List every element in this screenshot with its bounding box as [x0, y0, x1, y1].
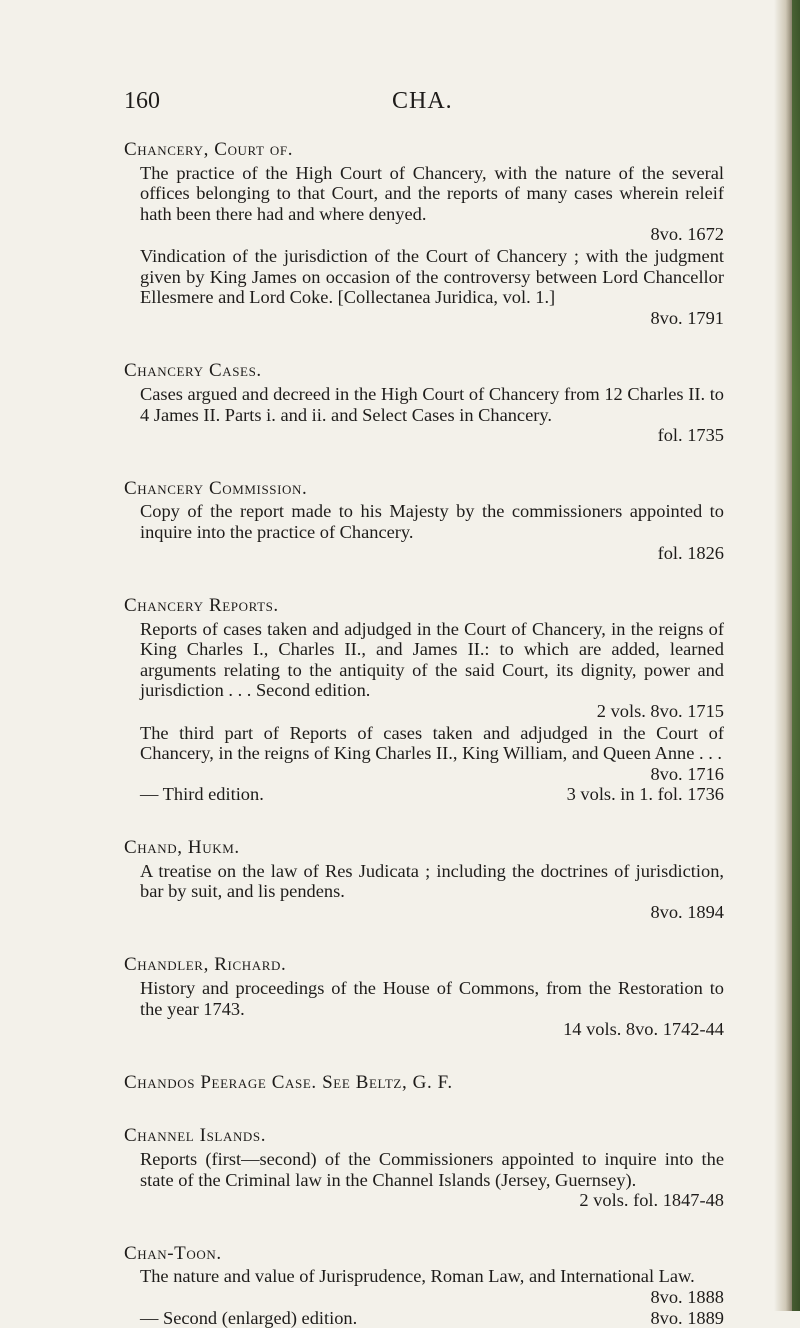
catalogue-entries	[124, 140, 724, 1328]
item-text: Reports (first—second) of the Commissioners appointed to inquire into the state of the Criminal law in the Channel Islands (Jersey, Guernsey).	[140, 1148, 724, 1190]
item-text: The practice of the High Court of Chancery, with the nature of the several offices belonging to that Court, and the reports of many cases wherein releif hath been there had and where denyed.	[140, 162, 724, 224]
entry-item	[124, 1266, 724, 1307]
item-imprint: 8vo. 1888	[650, 1286, 724, 1307]
item-imprint: 2 vols. 8vo. 1715	[596, 701, 724, 722]
item-imprint: fol. 1735	[657, 425, 724, 446]
entry-item	[124, 1149, 724, 1211]
entry-heading: Chancery Commission.	[124, 477, 308, 499]
item-imprint: 8vo. 1716	[650, 763, 724, 784]
catalogue-entry	[124, 361, 724, 445]
catalogue-entry	[124, 596, 724, 805]
sub-edition	[124, 784, 724, 805]
item-imprint: 8vo. 1672	[650, 224, 724, 245]
item-imprint: 2 vols. fol. 1847-48	[579, 1190, 724, 1211]
entry-item	[124, 246, 724, 328]
catalogue-entry	[124, 1244, 724, 1328]
entry-item	[124, 501, 724, 563]
item-text: The nature and value of Jurisprudence, Roman Law, and International Law.	[140, 1266, 695, 1287]
entry-heading: Chandler, Richard.	[124, 954, 287, 976]
entry-heading: Chancery Cases.	[124, 360, 262, 382]
book-cover-edge	[792, 0, 800, 1311]
item-text: Vindication of the jurisdiction of the Court of Chancery ; with the judgment given by King James on occasion of the controversy between Lord Chancellor Ellesmere and Lord Coke. [Collectanea Juridica, vol. 1.]	[140, 245, 724, 308]
item-text: A treatise on the law of Res Judicata ; including the doctrines of jurisdiction, bar by suit, and lis pendens.	[140, 860, 724, 902]
catalogue-entry	[124, 955, 724, 1039]
entry-item	[124, 861, 724, 923]
page-number: 160	[124, 88, 160, 114]
entry-item	[124, 978, 724, 1040]
entry-heading: Chancery Reports.	[124, 595, 279, 617]
entry-item	[124, 723, 724, 785]
item-imprint: 14 vols. 8vo. 1742-44	[563, 1019, 724, 1040]
running-head: CHA.	[392, 88, 453, 114]
sub-edition-label: — Third edition.	[140, 784, 264, 805]
item-text: Cases argued and decreed in the High Court of Chancery from 12 Charles II. to 4 James II. Parts i. and ii. and Select Cases in Chancery.	[140, 383, 724, 425]
entry-heading: Chancery, Court of.	[124, 139, 294, 160]
entry-item	[124, 384, 724, 446]
catalogue-entry	[124, 140, 724, 328]
entry-item	[124, 163, 724, 245]
entry-heading: Chan-Toon.	[124, 1242, 222, 1264]
entry-heading: Chand, Hukm.	[124, 837, 240, 859]
item-text: Reports of cases taken and adjudged in the Court of Chancery, in the reigns of King Charles I., Charles II., and James II.: to which are added, learned arguments relating to the antiquity of the said Court, its dignity, power and jurisdiction . . . Second edition.	[140, 618, 724, 701]
entry-heading: Chandos Peerage Case. See Beltz, G. F.	[124, 1071, 453, 1093]
item-imprint: fol. 1826	[657, 542, 724, 563]
item-imprint: 8vo. 1894	[650, 901, 724, 922]
catalogue-entry	[124, 1073, 724, 1094]
entry-item	[124, 619, 724, 722]
item-imprint: 8vo. 1791	[650, 307, 724, 328]
item-text: History and proceedings of the House of Commons, from the Restoration to the year 1743.	[140, 978, 724, 1019]
catalogue-entry	[124, 838, 724, 922]
item-text: Copy of the report made to his Majesty by the commissioners appointed to inquire into the practice of Chancery.	[140, 501, 724, 542]
item-text: The third part of Reports of cases taken and adjudged in the Court of Chancery, in the reigns of King Charles II., King William, and Queen Anne . . .	[140, 722, 724, 764]
catalogue-entry	[124, 479, 724, 563]
page-header	[124, 88, 720, 116]
sub-edition-label: — Second (enlarged) edition.	[140, 1307, 358, 1328]
sub-edition-imprint: 3 vols. in 1. fol. 1736	[566, 784, 724, 805]
entry-heading: Channel Islands.	[124, 1125, 267, 1147]
sub-edition-imprint: 8vo. 1889	[650, 1307, 724, 1328]
catalogue-entry	[124, 1126, 724, 1210]
